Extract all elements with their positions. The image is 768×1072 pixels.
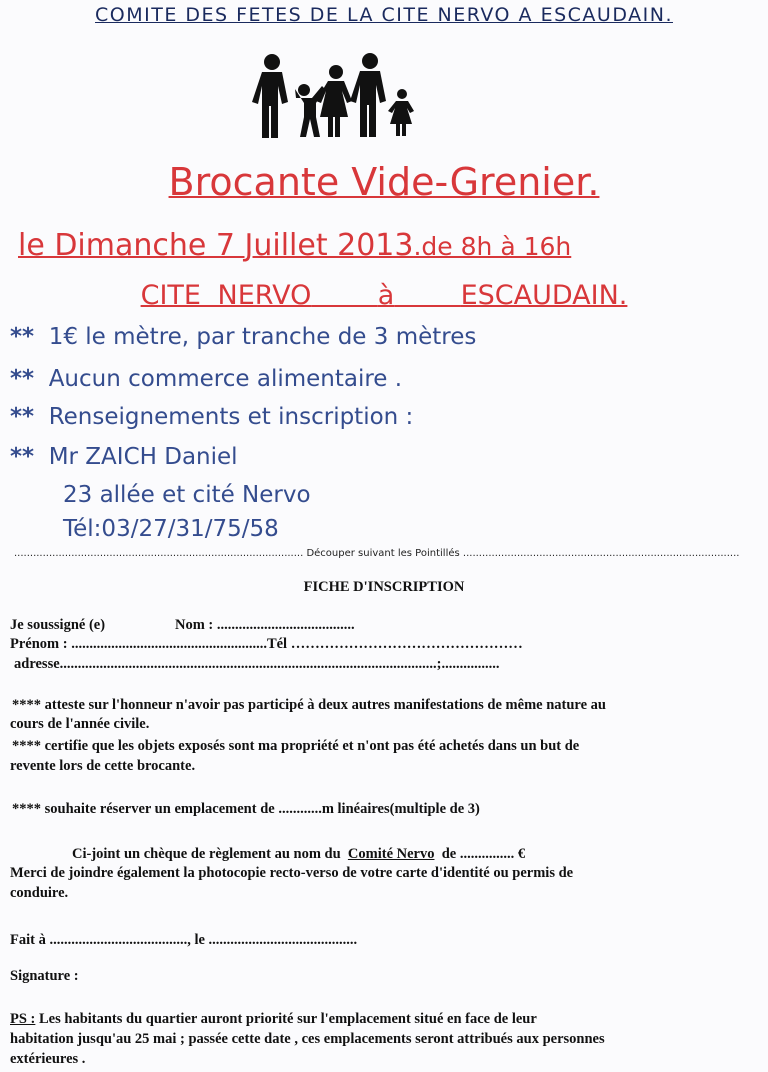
cut-line-label: Découper suivant les Pointillés [306,548,460,559]
form-firstname-phone-field: Prénom : ......................................................Tél ………………………………………… [10,636,523,652]
event-day: le Dimanche 7 Juillet 2013 [18,228,414,263]
form-attest-line1: **** atteste sur l'honneur n'avoir pas participé à deux autres manifestations de même nature au [12,697,606,713]
form-reserve-field: **** souhaite réserver un emplacement de ............m linéaires(multiple de 3) [12,801,480,817]
info-price: ** 1€ le mètre, par tranche de 3 mètres [10,324,477,350]
ps-label: PS : [10,1011,36,1027]
ps-line3: extérieures . [10,1051,86,1067]
event-location: CITE NERVO à ESCAUDAIN. [140,280,628,311]
form-certify-line2: revente lors de cette brocante. [10,758,196,774]
ps-line1: PS : Les habitants du quartier auront priorité sur l'emplacement situé en face de leur [10,1011,537,1027]
form-photocopy-line2: conduire. [10,885,69,901]
event-date [18,228,571,263]
cut-line: ........................................................................................... Découper suivant les Pointillés ....................................................................................... [14,548,740,559]
committee-header: COMITE DES FETES DE LA CITE NERVO A ESCAUDAIN. [95,4,673,26]
form-title: FICHE D'INSCRIPTION [303,579,465,595]
form-attest-line2: cours de l'année civile. [10,716,150,732]
info-contact-name: ** Mr ZAICH Daniel [10,444,238,470]
form-address-field: adresse........................................................................................................;................ [14,656,500,672]
ps-line2: habitation jusqu'au 25 mai ; passée cette date , ces emplacements seront attribués aux personnes [10,1031,605,1047]
info-contact-address: 23 allée et cité Nervo [63,482,311,508]
form-certify-line1: **** certifie que les objets exposés sont ma propriété et n'ont pas été achetés dans un but de [12,738,580,754]
event-hours: .de 8h à 16h [413,232,572,261]
form-name-field: Nom : ...................................... [175,617,355,633]
info-no-food: ** Aucun commerce alimentaire . [10,366,403,392]
event-title: Brocante Vide-Grenier. [168,160,600,204]
form-done-at-field: Fait à ......................................, le ......................................... [10,932,358,948]
info-contact-phone: Tél:03/27/31/75/58 [63,516,279,542]
family-silhouette-icon [248,52,418,138]
form-cheque-line: Ci-joint un chèque de règlement au nom du Comité Nervo de ............... € [72,846,526,862]
form-signature-label: Signature : [10,968,79,984]
form-photocopy-line1: Merci de joindre également la photocopie recto-verso de votre carte d'identité ou permis de [10,865,574,881]
info-contact-intro: ** Renseignements et inscription : [10,404,414,430]
form-undersigned: Je soussigné (e) [10,617,106,633]
committee-name: Comité Nervo [347,846,435,862]
